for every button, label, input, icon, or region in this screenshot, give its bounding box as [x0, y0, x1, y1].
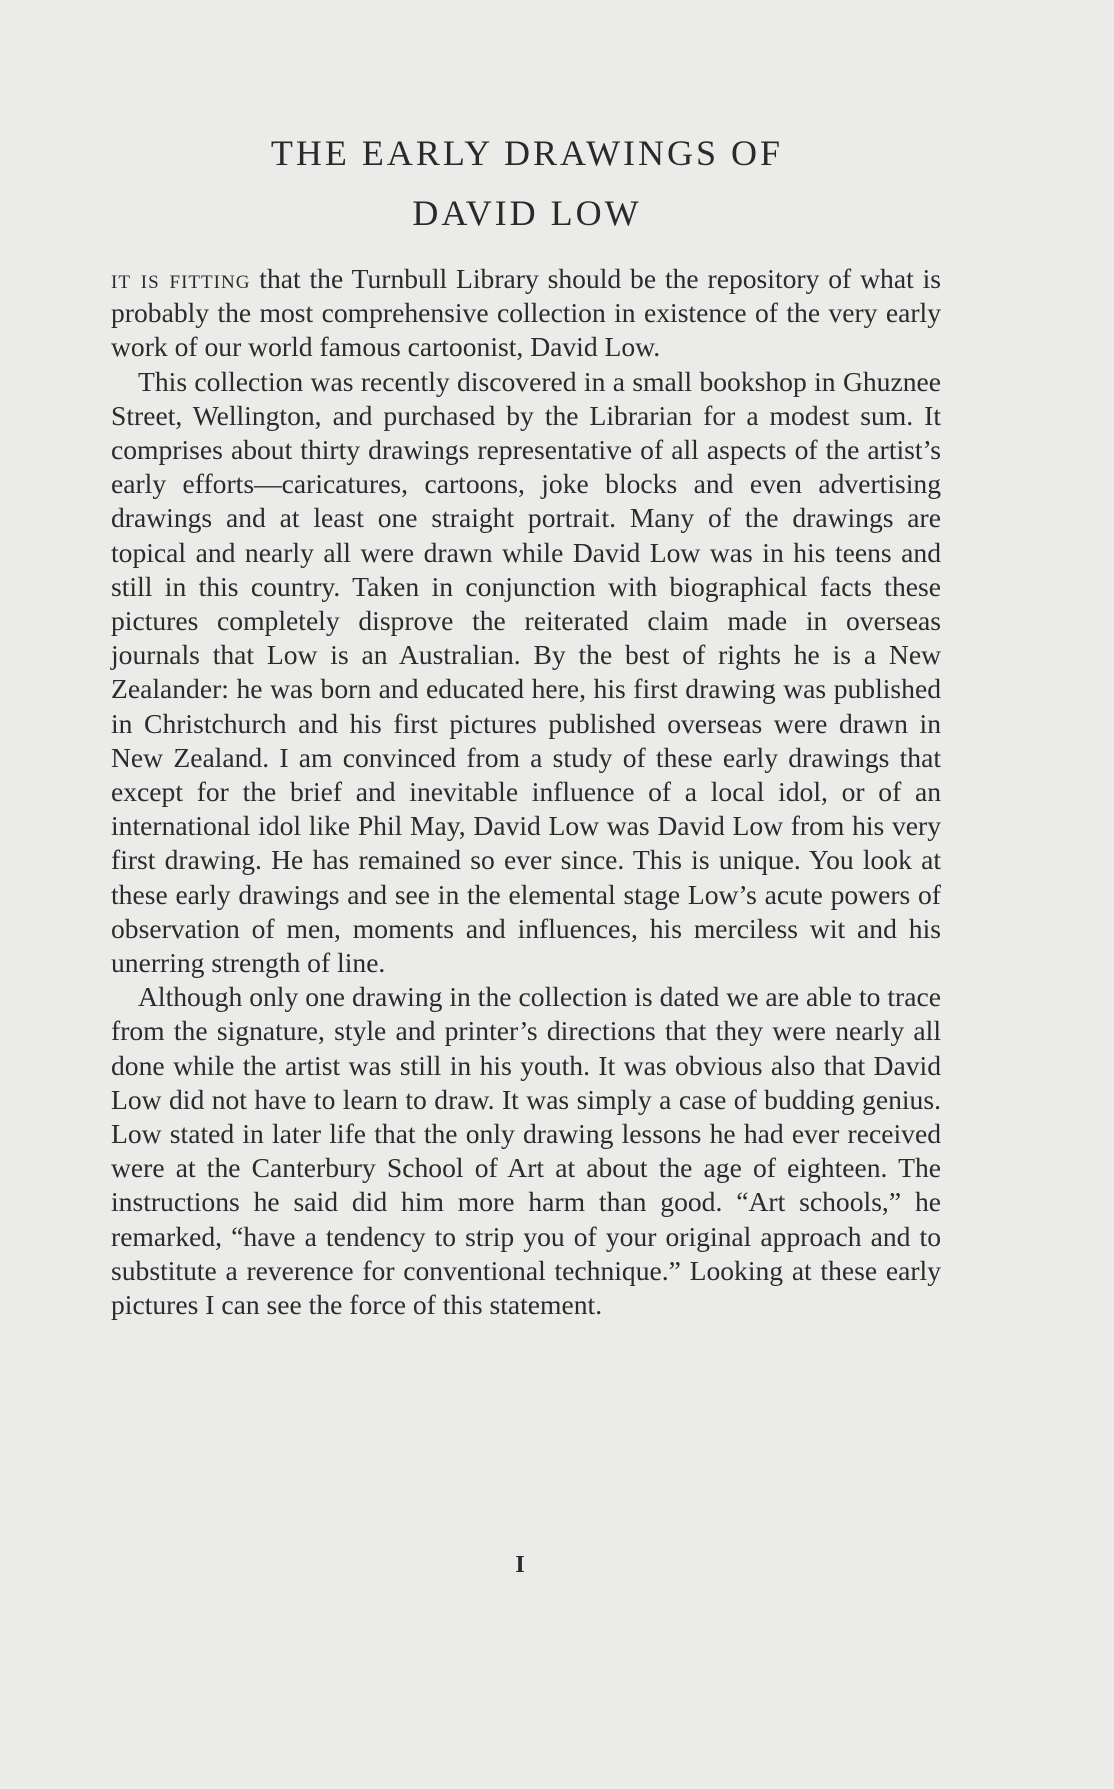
- title-line-1: THE EARLY DRAWINGS OF: [270, 133, 784, 173]
- paragraph-3: Although only one drawing in the collection is dated we are able to trace from the signature, style and printer’s directions that they were nearly all done while the artist was still in his youth. It was obvious also that David Low did not have to learn to draw. It was simply a case of budding genius. Low stated in later life that the only drawing lessons he had ever received were at the Canterbury School of Art at about the age of eighteen. The instructions he said did him more harm than good. “Art schools,” he remarked, “have a tendency to strip you of your original approach and to substitute a reverence for conventional technique.” Looking at these early pictures I can see the force of this statement.: [111, 981, 941, 1321]
- body-text: [111, 262, 941, 1322]
- paragraph-1-text: that the Turnbull Library should be the repository of what is probably the most comprehensive collection in existence of the very early work of our world famous cartoonist, David Low.: [111, 263, 941, 363]
- paragraph-1: [111, 262, 941, 365]
- title-line-2: DAVID LOW: [412, 193, 642, 233]
- page-number: I: [515, 1552, 525, 1578]
- paragraph-2: This collection was recently discovered in a small bookshop in Ghuznee Street, Wellington, and purchased by the Librarian for a modest sum. It comprises about thirty drawings representative of all aspects of the artist’s early efforts—caricatures, cartoons, joke blocks and even advertising drawings and at least one straight portrait. Many of the drawings are topical and nearly all were drawn while David Low was in his teens and still in this country. Taken in conjunction with biographical facts these pictures completely disprove the reiterated claim made in overseas journals that Low is an Australian. By the best of rights he is a New Zealander: he was born and educated here, his first drawing was published in Christchurch and his first pictures published overseas were drawn in New Zealand. I am convinced from a study of these early drawings that except for the brief and inevitable influence of a local idol, or of an international idol like Phil May, David Low was David Low from his very first drawing. He has remained so ever since. This is unique. You look at these early drawings and see in the elemental stage Low’s acute powers of observation of men, moments and influences, his merciless wit and his unerring strength of line.: [111, 365, 941, 979]
- paragraph-lead-smallcaps: it is fitting: [111, 263, 251, 294]
